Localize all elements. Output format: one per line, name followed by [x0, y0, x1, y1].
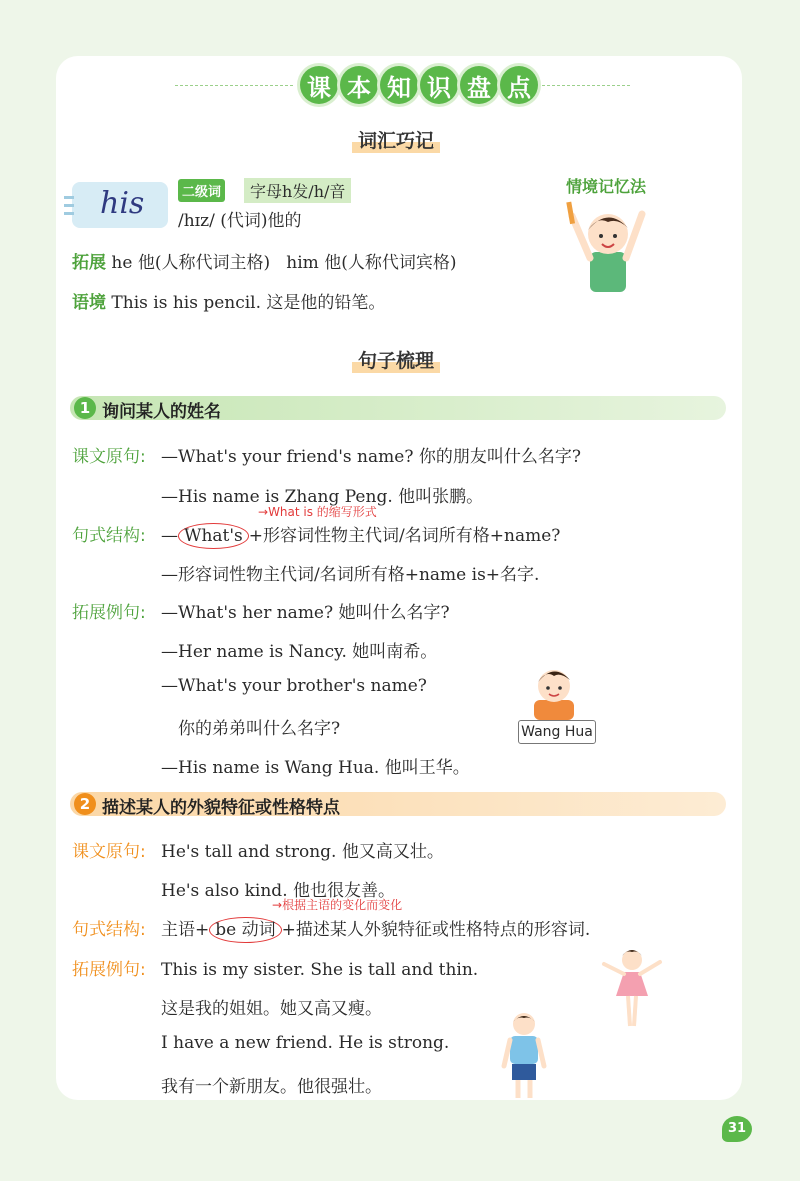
header-left-line: [175, 85, 293, 86]
part2-ex1-cn: 这是我的姐姐。她又高又瘦。: [161, 999, 382, 1019]
part2-title: 描述某人的外貌特征或性格特点: [102, 798, 340, 818]
part1-text1: —What's your friend's name? 你的朋友叫什么名字?: [161, 447, 581, 467]
name-tag: Wang Hua: [518, 720, 596, 744]
expand-label: 拓展: [72, 253, 106, 273]
memory-method-label: 情境记忆法: [566, 177, 647, 196]
word-definition: /hɪz/ (代词)他的: [178, 211, 302, 231]
part2-annotation-text: 根据主语的变化而变化: [282, 898, 403, 912]
part2-example-label: 拓展例句:: [72, 960, 146, 980]
header-char: 课: [300, 66, 338, 104]
expand-text: he 他(人称代词主格) him 他(人称代词宾格): [111, 253, 457, 273]
part2-struct-circled: be 动词: [209, 917, 281, 943]
expand-row: [72, 248, 456, 273]
part2-struct-prefix: 主语+: [161, 920, 210, 940]
boy-waving-illustration: [558, 200, 658, 298]
sentence-section-title: 句子梳理: [352, 346, 440, 373]
context-row: [72, 288, 385, 313]
header-char: 知: [380, 66, 418, 104]
part1-ex1: —What's her name? 她叫什么名字?: [161, 603, 450, 623]
part2-text-label: 课文原句:: [72, 842, 146, 862]
part2-number: 2: [74, 793, 96, 815]
boy-illustration: [524, 662, 584, 720]
part1-example-label: 拓展例句:: [72, 603, 146, 623]
part1-example-row1: [72, 598, 450, 623]
part2-example-row1: [72, 955, 478, 980]
context-label: 语境: [72, 293, 106, 313]
part2-ex2-cn: 我有一个新朋友。他很强壮。: [161, 1077, 382, 1097]
part2-annotation: →根据主语的变化而变化: [272, 898, 403, 912]
page-number: 31: [722, 1116, 752, 1142]
header-char: 本: [340, 66, 378, 104]
part1-ex4: —His name is Wang Hua. 他叫王华。: [161, 758, 470, 778]
part1-struct-label: 句式结构:: [72, 526, 146, 546]
phonics-tip: 字母h发/h/音: [244, 178, 351, 203]
girl-dancing-illustration: [600, 944, 664, 1032]
part2-struct-row: [72, 915, 590, 940]
vocab-word: his: [100, 186, 145, 221]
part1-number: 1: [74, 397, 96, 419]
boy-standing-illustration: [496, 1010, 552, 1100]
part2-struct-rest: +描述某人外貌特征或性格特点的形容词.: [281, 920, 591, 940]
part1-ex3-cn: 你的弟弟叫什么名字?: [178, 719, 341, 739]
part1-struct-circled: What's: [178, 523, 249, 549]
part2-text-row1: [72, 837, 444, 862]
vocab-section-title: 词汇巧记: [352, 126, 440, 153]
part1-ex3: —What's your brother's name?: [161, 676, 427, 696]
section-header: [300, 66, 538, 104]
context-text: This is his pencil. 这是他的铅笔。: [111, 293, 386, 313]
part2-ex2: I have a new friend. He is strong.: [161, 1033, 450, 1053]
word-card: [72, 182, 168, 228]
header-char: 识: [420, 66, 458, 104]
part1-annotation: →What is 的缩写形式: [258, 505, 377, 519]
part1-struct-row1: 句式结构: — What's +形容词性物主代词/名词所有格+name?: [72, 521, 560, 546]
part1-title: 询问某人的姓名: [102, 402, 221, 422]
part1-struct-rest: +形容词性物主代词/名词所有格+name?: [248, 526, 561, 546]
level-badge: 二级词: [178, 179, 225, 202]
part2-text1: He's tall and strong. 他又高又壮。: [161, 842, 444, 862]
part1-annotation-text: What is 的缩写形式: [268, 505, 377, 519]
part2-text2: He's also kind. 他也很友善。: [161, 881, 395, 901]
header-char: 盘: [460, 66, 498, 104]
part1-text-label: 课文原句:: [72, 447, 146, 467]
part2-ex1: This is my sister. She is tall and thin.: [161, 960, 479, 980]
part1-text2: —His name is Zhang Peng. 他叫张鹏。: [161, 487, 484, 507]
header-char: 点: [500, 66, 538, 104]
part1-struct2: —形容词性物主代词/名词所有格+name is+名字.: [161, 565, 540, 585]
part1-text-row1: [72, 442, 581, 467]
part1-ex2: —Her name is Nancy. 她叫南希。: [161, 642, 438, 662]
part2-struct-label: 句式结构:: [72, 920, 146, 940]
